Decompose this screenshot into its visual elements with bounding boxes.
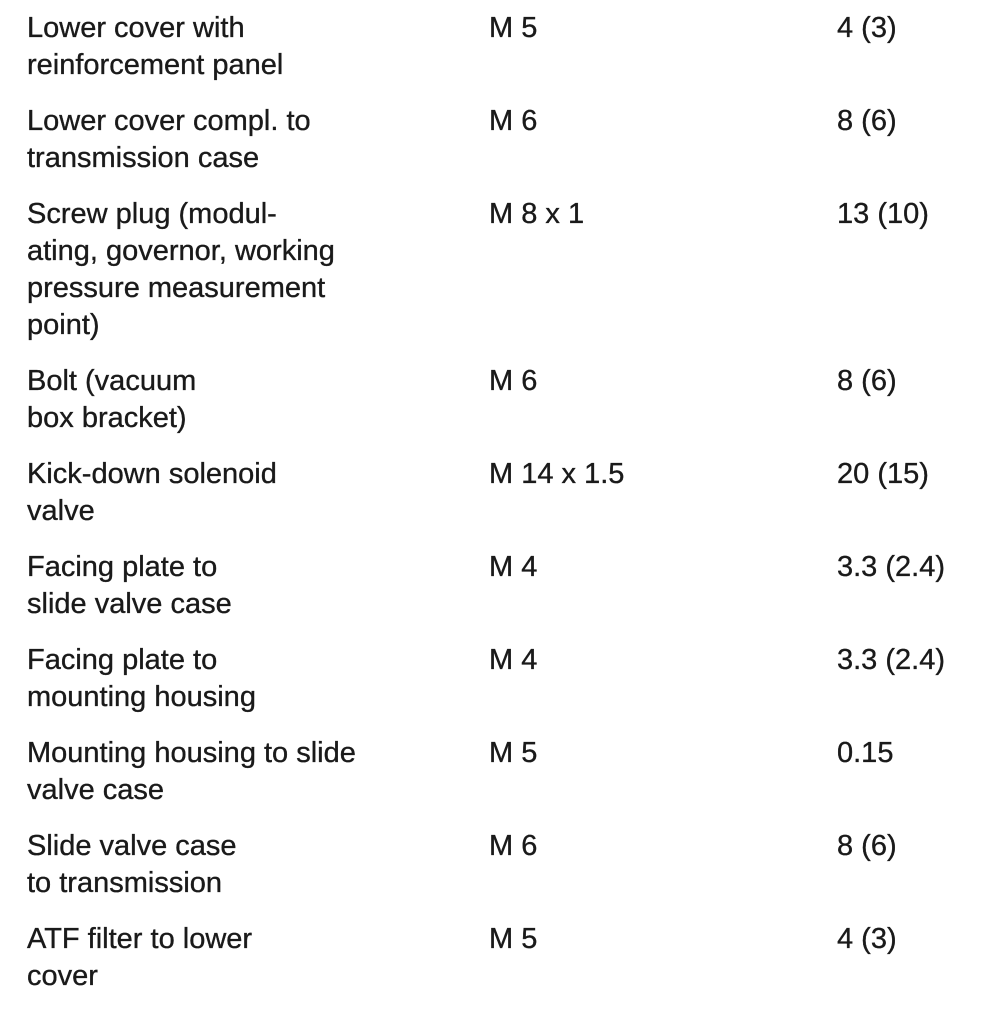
thread-size: M 14 x 1.5 xyxy=(489,458,625,490)
part-description: Facing plate to slide valve case xyxy=(27,551,232,620)
table-row xyxy=(27,196,977,344)
torque-value: 4 (3) xyxy=(837,923,897,955)
table-row xyxy=(27,549,977,623)
thread-size: M 4 xyxy=(489,551,538,583)
part-description: Bolt (vacuum box bracket) xyxy=(27,365,197,434)
torque-value: 8 (6) xyxy=(837,105,897,137)
part-description: Kick-down solenoid valve xyxy=(27,458,277,527)
torque-value: 4 (3) xyxy=(837,12,897,44)
thread-size: M 4 xyxy=(489,644,538,676)
thread-size: M 5 xyxy=(489,737,538,769)
part-description: Mounting housing to slide valve case xyxy=(27,737,356,806)
part-description: ATF filter to lower cover xyxy=(27,923,253,992)
thread-size: M 6 xyxy=(489,830,538,862)
thread-size: M 6 xyxy=(489,365,538,397)
thread-size: M 5 xyxy=(489,12,538,44)
torque-value: 13 (10) xyxy=(837,198,929,230)
part-description: Lower cover compl. to transmission case xyxy=(27,105,311,174)
torque-value: 3.3 (2.4) xyxy=(837,551,945,583)
torque-value: 0.15 xyxy=(837,737,894,769)
thread-size: M 5 xyxy=(489,923,538,955)
table-row xyxy=(27,828,977,902)
part-description: Facing plate to mounting housing xyxy=(27,644,256,713)
part-description: Slide valve case to transmission xyxy=(27,830,237,899)
torque-spec-table xyxy=(27,10,977,1014)
thread-size: M 8 x 1 xyxy=(489,198,585,230)
part-description: Screw plug (modul- ating, governor, working pressure measurement point) xyxy=(27,198,335,341)
table-row xyxy=(27,103,977,177)
table-row xyxy=(27,921,977,995)
table-row xyxy=(27,456,977,530)
torque-value: 8 (6) xyxy=(837,830,897,862)
table-row xyxy=(27,642,977,716)
torque-value: 3.3 (2.4) xyxy=(837,644,945,676)
torque-value: 20 (15) xyxy=(837,458,929,490)
table-row xyxy=(27,363,977,437)
table-row xyxy=(27,735,977,809)
thread-size: M 6 xyxy=(489,105,538,137)
torque-value: 8 (6) xyxy=(837,365,897,397)
part-description: Lower cover with reinforcement panel xyxy=(27,12,284,81)
table-row xyxy=(27,10,977,84)
